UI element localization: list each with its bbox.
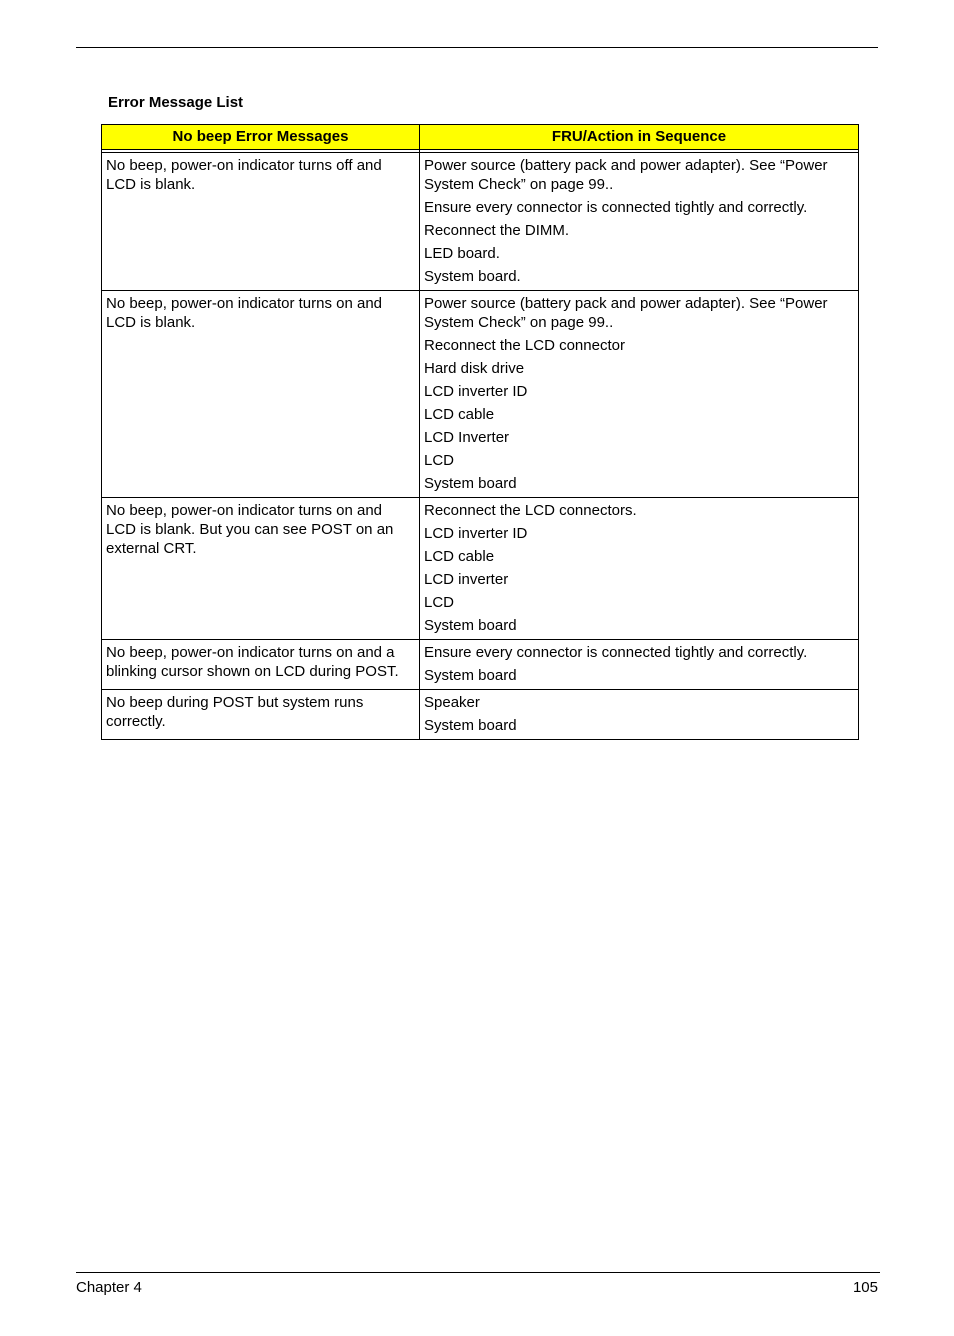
actions-cell: [420, 690, 859, 740]
message-cell: [102, 498, 420, 640]
action-item: System board: [424, 717, 517, 734]
column-header-messages: No beep Error Messages: [102, 125, 420, 150]
action-item: System board: [424, 617, 517, 634]
actions-cell: [420, 291, 859, 498]
actions-cell: [420, 498, 859, 640]
action-item: LCD inverter ID: [424, 383, 528, 400]
action-item: Speaker: [424, 694, 480, 711]
action-item: System board: [424, 475, 517, 492]
error-message: No beep, power-on indicator turns on and a blinking cursor shown on LCD during POST.: [106, 644, 399, 680]
table-row: [102, 291, 859, 498]
table-row: [102, 153, 859, 291]
action-item: LCD inverter: [424, 571, 509, 588]
action-item: LCD cable: [424, 548, 495, 565]
table-row: [102, 690, 859, 740]
action-item: Ensure every connector is connected tightly and correctly.: [424, 644, 808, 661]
message-cell: [102, 291, 420, 498]
section-title: Error Message List: [108, 94, 244, 111]
action-item: System board.: [424, 268, 521, 285]
error-message: No beep, power-on indicator turns off and LCD is blank.: [106, 157, 382, 193]
error-message: No beep, power-on indicator turns on and LCD is blank. But you can see POST on an external CRT.: [106, 502, 394, 557]
message-cell: [102, 640, 420, 690]
error-message-table: [101, 124, 859, 740]
table-row: [102, 640, 859, 690]
action-item: Reconnect the LCD connector: [424, 337, 625, 354]
error-message: No beep, power-on indicator turns on and LCD is blank.: [106, 295, 383, 331]
action-item: LCD inverter ID: [424, 525, 528, 542]
action-item: Hard disk drive: [424, 360, 525, 377]
action-item: LCD: [424, 594, 455, 611]
error-message: No beep during POST but system runs correctly.: [106, 694, 364, 730]
message-cell: [102, 153, 420, 291]
footer-page-number: 105: [852, 1279, 878, 1296]
header-rule: [76, 47, 878, 48]
footer-chapter: Chapter 4: [76, 1279, 142, 1296]
action-item: Power source (battery pack and power adapter). See “Power System Check” on page 99..: [424, 157, 828, 193]
table-header-row: [102, 125, 859, 150]
footer-rule: [76, 1272, 880, 1273]
action-item: Ensure every connector is connected tightly and correctly.: [424, 199, 808, 216]
action-item: Reconnect the DIMM.: [424, 222, 570, 239]
action-item: System board: [424, 667, 517, 684]
action-item: Reconnect the LCD connectors.: [424, 502, 637, 519]
actions-cell: [420, 640, 859, 690]
action-item: LCD Inverter: [424, 429, 510, 446]
action-item: LED board.: [424, 245, 500, 262]
action-item: Power source (battery pack and power adapter). See “Power System Check” on page 99..: [424, 295, 828, 331]
action-item: LCD cable: [424, 406, 495, 423]
action-item: LCD: [424, 452, 455, 469]
actions-cell: [420, 153, 859, 291]
table-row: [102, 498, 859, 640]
message-cell: [102, 690, 420, 740]
column-header-actions: FRU/Action in Sequence: [420, 125, 859, 150]
